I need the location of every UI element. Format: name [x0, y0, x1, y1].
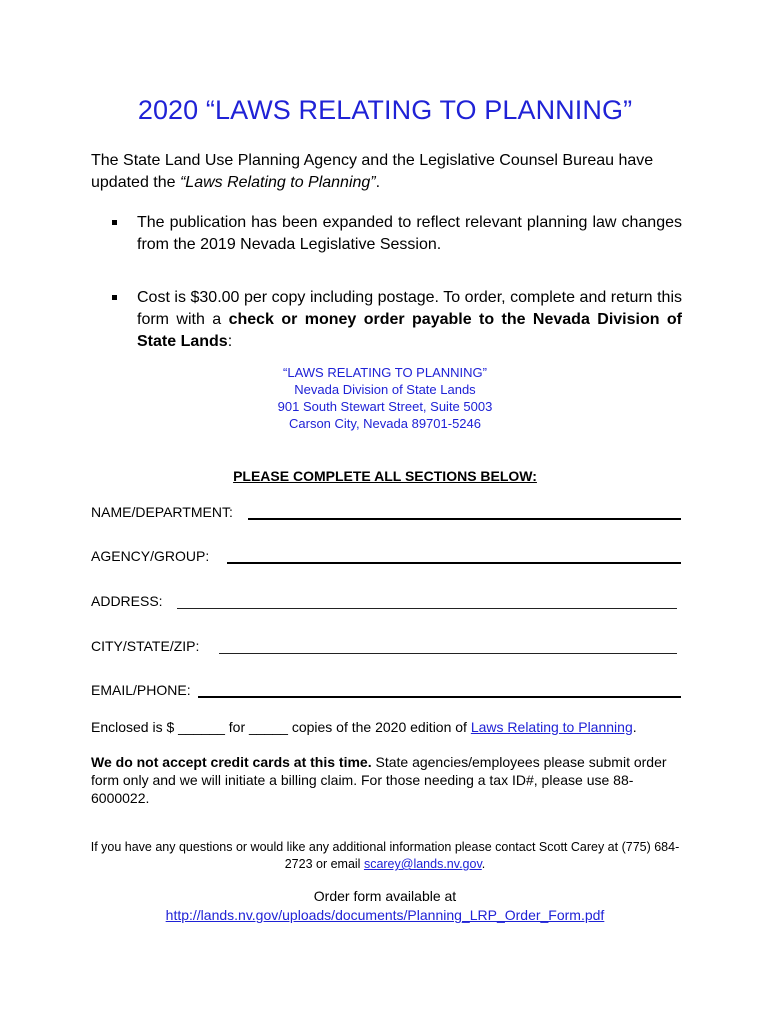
square-bullet-icon [112, 220, 117, 225]
intro-paragraph [91, 150, 691, 194]
field-label: CITY/STATE/ZIP: [91, 638, 200, 654]
address-line: Nevada Division of State Lands [294, 382, 476, 397]
contact-text-end: . [481, 857, 486, 871]
credit-notice-bold: We do not accept credit cards at this time. [91, 754, 372, 770]
address-input-line[interactable] [177, 608, 677, 609]
credit-card-notice [91, 753, 681, 807]
address-line: “LAWS RELATING TO PLANNING” [283, 365, 487, 380]
field-label: EMAIL/PHONE: [91, 682, 191, 698]
address-line: Carson City, Nevada 89701-5246 [289, 416, 481, 431]
email-phone-field[interactable] [91, 681, 681, 701]
payable-to-text: check or money order payable to the Nevada Division of State Lands [137, 311, 683, 350]
laws-relating-link[interactable]: Laws Relating to Planning [470, 719, 633, 735]
mailing-address [0, 364, 770, 432]
contact-text: If you have any questions or would like any additional information please contact Scott Carey at (775) 684-2723 or email [90, 840, 680, 871]
bullet-item-cost [112, 287, 682, 353]
order-form-availability [0, 887, 770, 925]
city-state-zip-field[interactable] [91, 637, 681, 657]
bullet-item-expanded [112, 212, 682, 256]
section-heading: PLEASE COMPLETE ALL SECTIONS BELOW: [233, 468, 537, 484]
email-phone-input-line[interactable] [198, 696, 681, 698]
email-link[interactable]: scarey@lands.nv.gov [363, 857, 482, 871]
field-label: ADDRESS: [91, 593, 163, 609]
agency-group-input-line[interactable] [227, 562, 681, 564]
bullet-text [137, 287, 682, 353]
intro-text-end: . [375, 174, 381, 191]
enclosed-amount-line [91, 717, 691, 737]
order-form-label: Order form available at [313, 888, 457, 904]
field-label: AGENCY/GROUP: [91, 548, 210, 564]
cost-text: Cost is $30.00 per copy including postage. To order, complete and return this form with a [137, 289, 682, 328]
address-field[interactable] [91, 592, 681, 612]
name-department-field[interactable] [91, 503, 681, 523]
name-department-input-line[interactable] [248, 518, 681, 520]
contact-info [80, 839, 690, 873]
cost-text-end: : [227, 333, 233, 350]
bullet-text: The publication has been expanded to reflect relevant planning law changes from the 2019 Nevada Legislative Session. [137, 214, 682, 253]
enclosed-text: Enclosed is $ ______ for _____ copies of the 2020 edition of [91, 719, 471, 735]
square-bullet-icon [112, 295, 117, 300]
enclosed-text-end: . [632, 719, 637, 735]
page-title: 2020 “LAWS RELATING TO PLANNING” [137, 95, 633, 125]
agency-group-field[interactable] [91, 547, 681, 567]
address-line: 901 South Stewart Street, Suite 5003 [277, 399, 493, 414]
credit-notice-text: State agencies/employees please submit order form only and we will initiate a billing claim. For those needing a tax ID#, please use 88-6000022. [91, 754, 667, 806]
order-form-url-link[interactable]: http://lands.nv.gov/uploads/documents/Planning_LRP_Order_Form.pdf [165, 907, 605, 923]
city-state-zip-input-line[interactable] [219, 653, 677, 654]
publication-title-italic: “Laws Relating to Planning” [179, 174, 376, 191]
field-label: NAME/DEPARTMENT: [91, 504, 233, 520]
intro-text: The State Land Use Planning Agency and the Legislative Counsel Bureau have updated the [91, 152, 654, 191]
